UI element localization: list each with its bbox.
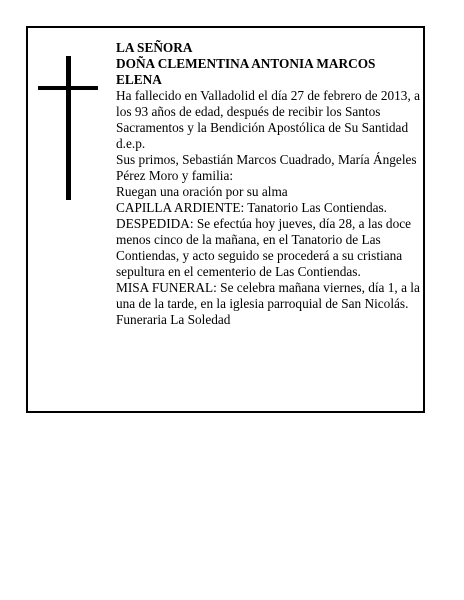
- death-statement: Ha fallecido en Valladolid el día 27 de febrero de 2013, a los 93 años de edad, después de recibir los Santos Sacramentos y la Bendición Apostólica de Su Santidad: [116, 88, 420, 135]
- notice-title: LA SEÑORA: [116, 40, 193, 55]
- deceased-name: DOÑA CLEMENTINA ANTONIA MARCOS ELENA: [116, 56, 376, 87]
- mourners-text: Sus primos, Sebastián Marcos Cuadrado, María Ángeles Pérez Moro y familia:: [116, 152, 417, 183]
- funeral-mass-info: MISA FUNERAL: Se celebra mañana viernes, día 1, a la una de la tarde, en la iglesia parroquial de San Nicolás.: [116, 280, 420, 311]
- funeral-home: Funeraria La Soledad: [116, 312, 231, 327]
- cross-icon: [38, 56, 98, 200]
- chapel-info: CAPILLA ARDIENTE: Tanatorio Las Contiendas.: [116, 200, 388, 215]
- notice-body: [116, 40, 422, 328]
- rip-text: d.e.p.: [116, 136, 146, 151]
- obituary-notice: [26, 26, 425, 413]
- cross-vertical-bar: [66, 56, 71, 200]
- prayer-request: Ruegan una oración por su alma: [116, 184, 288, 199]
- cross-horizontal-bar: [38, 86, 98, 90]
- farewell-info: DESPEDIDA: Se efectúa hoy jueves, día 28, a las doce menos cinco de la mañana, en el Tanatorio de Las Contiendas, y acto seguido se procederá a su cristiana sepultura en el cementerio de Las Contiendas.: [116, 216, 412, 279]
